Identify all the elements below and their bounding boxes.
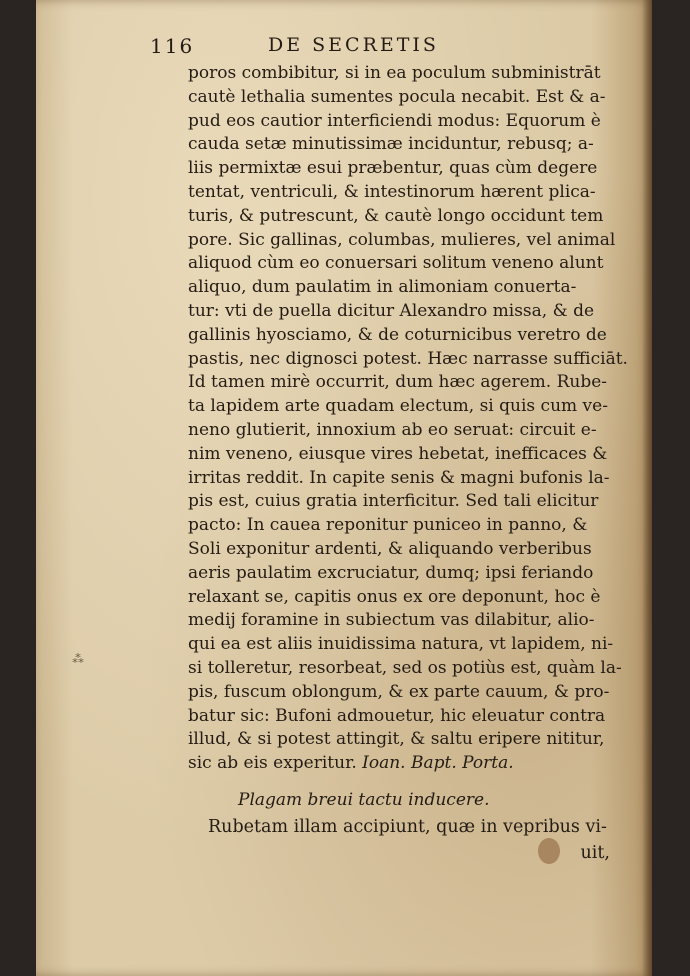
section-body — [208, 814, 628, 866]
text-line: cautè lethalia sumentes pocula necabit. Est & a- — [188, 86, 606, 107]
text-line: illud, & si potest attingit, & saltu eripere nititur, — [188, 729, 605, 750]
text-line: aliquo, dum paulatim in alimoniam conuerta- — [188, 277, 577, 298]
text-line: pore. Sic gallinas, columbas, mulieres, vel animal — [188, 229, 616, 250]
ink-stain — [538, 838, 560, 864]
text-line: aeris paulatim excruciatur, dumq; ipsi feriando — [188, 562, 594, 583]
text-line: pud eos cautior interficiendi modus: Equorum è — [188, 110, 601, 131]
text-line: qui ea est aliis inuidissima natura, vt lapidem, ni- — [188, 634, 614, 655]
text-line: pis est, cuius gratia interficitur. Sed tali elicitur — [188, 491, 599, 512]
running-title: DE SECRETIS — [268, 34, 439, 56]
author-signature: Ioan. Bapt. Porta. — [362, 753, 514, 774]
section-subheading: Plagam breui tactu inducere. — [238, 790, 490, 810]
text-line: neno glutierit, innoxium ab eo seruat: circuit e- — [188, 419, 597, 440]
text-line: cauda setæ minutissimæ inciduntur, rebusq; a- — [188, 134, 594, 155]
margin-mark-icon: ⁂ — [72, 652, 84, 666]
text-line: aliquod cùm eo conuersari solitum veneno alunt — [188, 253, 604, 274]
text-line: tur: vti de puella dicitur Alexandro missa, & de — [188, 300, 595, 321]
main-text — [188, 62, 630, 776]
text-line: si tolleretur, resorbeat, sed os potiùs est, quàm la- — [188, 657, 622, 678]
page-edge-shadow — [642, 0, 652, 976]
text-line: relaxant se, capitis onus ex ore deponunt, hoc è — [188, 586, 601, 607]
text-line: Rubetam illam accipiunt, quæ in vepribus vi- — [208, 817, 607, 837]
text-line: tentat, ventriculi, & intestinorum hærent plica- — [188, 181, 596, 202]
text-line-final — [188, 752, 630, 776]
text-line: ta lapidem arte quadam electum, si quis cum ve- — [188, 396, 608, 417]
text-line: pastis, nec dignosci potest. Hæc narrasse sufficiāt. — [188, 348, 628, 369]
catchword: uit, — [580, 843, 610, 863]
text-line: irritas reddit. In capite senis & magni bufonis la- — [188, 467, 610, 488]
text-line: batur sic: Bufoni admouetur, hic eleuatur contra — [188, 705, 606, 726]
text-line: liis permixtæ esui præbentur, quas cùm degere — [188, 158, 598, 179]
text-line: poros combibitur, si in ea poculum subministrāt — [188, 63, 601, 83]
text-line: Soli exponitur ardenti, & aliquando verberibus — [188, 538, 592, 559]
text-line: medij foramine in subiectum vas dilabitur, alio- — [188, 610, 595, 631]
text-line: pis, fuscum oblongum, & ex parte cauum, & pro- — [188, 681, 610, 702]
text-line: gallinis hyosciamo, & de coturnicibus veretro de — [188, 324, 607, 345]
text-line: turis, & putrescunt, & cautè longo occidunt tem — [188, 205, 604, 226]
text-line: Id tamen mirè occurrit, dum hæc agerem. Rube- — [188, 372, 608, 393]
text-line: nim veneno, eiusque vires hebetat, inefficaces & — [188, 443, 608, 464]
page-number: 116 — [150, 34, 195, 58]
last-line-text: sic ab eis experitur. — [188, 753, 357, 774]
text-line: pacto: In cauea reponitur puniceo in panno, & — [188, 515, 588, 536]
